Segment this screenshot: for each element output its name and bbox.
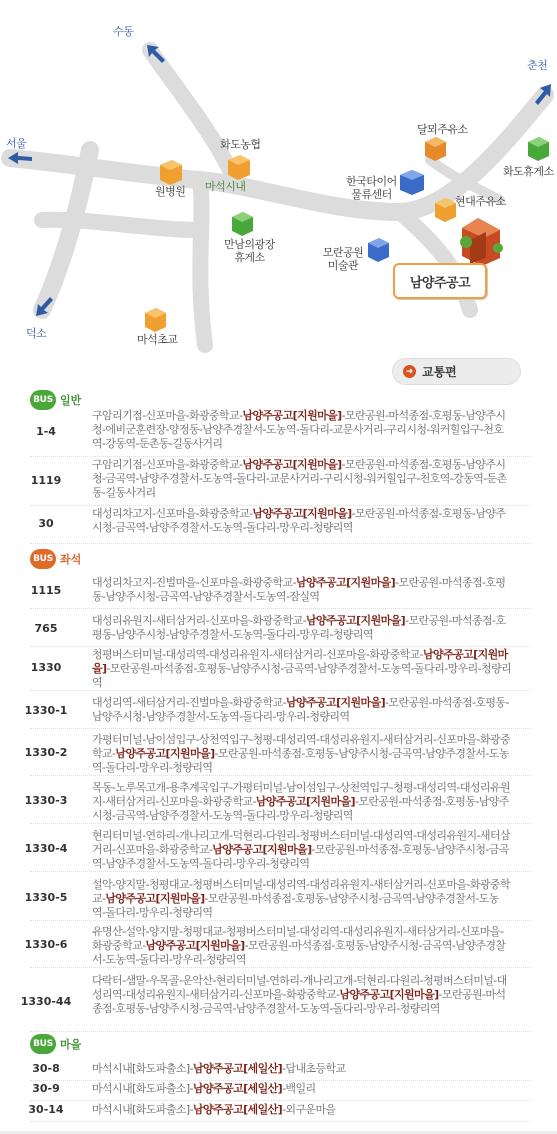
route-stops-before: 대성리차고지-신포마을-화광중학교- [92, 507, 253, 520]
route-stops-before: 구암리기점-신포마을-화광중학교- [92, 409, 243, 422]
route-stops [92, 458, 512, 500]
route-number: 1330-6 [24, 938, 68, 951]
route-divider [30, 967, 530, 968]
route-number: 1119 [30, 473, 62, 487]
route-stops-after: -모란공원-마석종점-호평동-남양주시청-에비군훈련장-양정동-남양주경찰서-도농역-돌다리-교문사거리-구리시청-워커힐입구-천호역-강동역-둔촌동-길동사거리 [92, 409, 506, 450]
section-seat [30, 549, 81, 569]
bus-badge-icon: BUS [30, 390, 56, 410]
route-stop-school: 남양주공고[지원마을] [255, 795, 355, 808]
route-row [0, 576, 557, 604]
route-stops-after: -모란공원-마석종점-호평동-남양주시청-금곡역-남양주경찰서-도농역-돌다리-망우리-청량리역 [92, 939, 506, 966]
route-stops-after: -모란공원-마석종점-호평동-남양주시청-금곡역-남양주경찰서-도농역-돌다리-망우리-청량리역 [92, 843, 509, 870]
route-row [0, 925, 557, 967]
hyundai-gas-building-icon [435, 198, 456, 222]
route-row [0, 458, 557, 500]
route-stops [92, 925, 512, 967]
section-title-village: 마을 [60, 1038, 82, 1051]
route-divider [30, 1031, 530, 1032]
route-divider [30, 456, 530, 457]
hwado-rest-building-icon [528, 137, 549, 161]
route-row [0, 878, 557, 920]
route-stops [92, 733, 512, 775]
route-stops [92, 614, 512, 642]
label-maseok-sinae: 마석시내 [205, 180, 246, 193]
route-stops-after: -답내초등학교 [282, 1062, 346, 1075]
transit-button-label: 교통편 [422, 365, 457, 379]
section-title-general: 일반 [60, 394, 82, 407]
route-stops-after: -모란공원-마석종점-호평동-남양주시청-금곡역-남양주경찰서-도농역-돌다리-망우리-청량리역 [92, 892, 499, 919]
route-number: 1330-4 [24, 842, 68, 855]
label-mannam [222, 238, 277, 264]
route-stops-before: 다락터-샘말-우목골-운악산-현리터미널-연하리-개나리고개-덕현리-다원리-청평버스터미널-대성리역-대성리유원지-새터삼거리-신포마을-화광중학교- [92, 974, 507, 1001]
route-number: 30-9 [32, 1082, 60, 1095]
route-stops [92, 409, 512, 451]
route-stops-before: 가평터미널-남이섬입구-상천역입구-청평-대성리역-대성리유원지-새터삼거리-신포마을-화광중학교- [92, 733, 510, 760]
label-hwado-rest: 화도휴게소 [503, 165, 554, 178]
route-number: 1330-5 [24, 891, 68, 904]
bus-badge-icon: BUS [30, 549, 56, 569]
route-row [0, 696, 557, 724]
hwado-nonghyup-building-icon [228, 155, 250, 180]
route-stops [92, 781, 512, 823]
label-dalmoe-gas: 달뫼주유소 [417, 123, 468, 136]
route-stops-before: 마석시내[화도파출소]- [92, 1062, 193, 1075]
route-stop-school: 남양주공고[지원마을] [145, 939, 245, 952]
route-stops-after: -백일리 [282, 1082, 316, 1095]
route-stops [92, 974, 512, 1016]
hankook-tire-building-icon [400, 170, 424, 195]
route-stop-school: 남양주공고[지원마을] [212, 843, 312, 856]
route-stops-before: 마석시내[화도파출소]- [92, 1082, 193, 1095]
dalmoe-gas-building-icon [425, 137, 446, 161]
route-divider [30, 775, 530, 776]
label-hankook-tire [344, 175, 399, 201]
route-stop-school: 남양주공고[지원마을] [295, 576, 396, 589]
route-stops [92, 1082, 512, 1096]
route-stops-after: -모란공원-마석종점-호평동-남양주시청-금곡역-남양주경찰서-도농역-돌다리-망우리-청량리역 [92, 747, 509, 774]
route-row [0, 409, 557, 451]
route-stop-school: 남양주공고[지원마을] [242, 458, 342, 471]
route-stop-school: 남양주공고[지원마을] [92, 648, 508, 675]
route-stop-school: 남양주공고[지원마을] [242, 409, 342, 422]
route-stops [92, 1062, 512, 1076]
label-mannam-line2: 휴게소 [234, 251, 265, 264]
route-row [0, 648, 557, 690]
route-stops [92, 829, 512, 871]
route-divider [30, 505, 530, 506]
route-row [0, 614, 557, 642]
route-stop-school: 남양주공고[지원마을] [339, 988, 439, 1001]
location-map [0, 0, 557, 360]
route-stops [92, 648, 512, 690]
route-stop-school: 남양주공고[세일산] [193, 1103, 283, 1116]
label-moran-line2: 미술관 [327, 259, 359, 272]
section-village [30, 1034, 81, 1054]
school-destination-label: 남양주공고 [393, 263, 487, 299]
label-moran-line1: 모란공원 [322, 246, 364, 259]
direction-chuncheon: 춘천 [527, 59, 548, 72]
moran-building-icon [368, 238, 389, 262]
route-stops-after: -모란공원-마석종점-호평동-남양주시청-금곡역-남양주경찰서-도농역-돌다리-망우리-청량리역 [92, 795, 509, 822]
route-stops-before: 구암리기점-신포마을-화광중학교- [92, 458, 243, 471]
route-divider [30, 871, 530, 872]
route-number: 30-8 [32, 1062, 60, 1075]
route-row [0, 781, 557, 823]
route-stop-school: 남양주공고[지원마을] [306, 614, 406, 627]
route-number: 30-14 [28, 1103, 64, 1116]
route-row [0, 829, 557, 871]
route-divider [30, 690, 530, 691]
route-stops-after: -모란공원-마석종점-호평동-남양주시청-금곡역-남양주경찰서-도농역-돌다리-망우리-청량리역 [92, 662, 512, 689]
route-row [0, 1082, 557, 1096]
route-row [0, 1062, 557, 1076]
road-map-svg [0, 0, 557, 360]
route-divider [30, 1100, 530, 1101]
route-number: 1330 [30, 661, 62, 674]
route-stops-after: -모란공원-마석종점-호평동-남양주시청-남양주경찰서-도농역-돌다리-망우리-청량리역 [92, 614, 506, 641]
transit-button[interactable] [392, 358, 521, 385]
route-number: 1330-3 [24, 794, 68, 807]
route-stop-school: 남양주공고[지원마을] [252, 507, 352, 520]
label-mannam-line1: 만남의광장 [224, 238, 275, 251]
route-stops-after: -모란공원-마석종점-호평동-남양주시청-금곡역-남양주경찰서-도농역-돌다리-망우리-청량리역 [92, 988, 506, 1015]
wonbyeongwon-building-icon [160, 160, 182, 185]
maseok-elem-building-icon [145, 308, 166, 332]
route-number: 30 [38, 517, 54, 530]
route-stops [92, 507, 512, 535]
label-maseok-elem: 마석초교 [137, 333, 178, 346]
label-wonbyeongwon: 원병원 [155, 185, 186, 198]
route-divider [30, 1121, 530, 1122]
route-row [0, 974, 557, 1016]
label-hwado-nonghyup: 화도농협 [220, 138, 261, 151]
route-stops-after: -모란공원-마석종점-호평동-남양주시청-남양주경찰서-도농역-돌다리-망우리-청량리역 [92, 696, 509, 723]
route-number: 765 [34, 622, 58, 635]
route-stops-after: -모란공원-마석종점-호평동-남양주시청-금곡역-남양주경찰서-도농역-돌다리-교문사거리-구리시청-워커힐입구-천호역-강동역-둔촌동-길동사거리 [92, 458, 507, 499]
route-row [0, 733, 557, 775]
route-stops-before: 대성리차고지-진벌마을-신포마을-화광중학교- [92, 576, 296, 589]
route-stops [92, 696, 512, 724]
route-number: 1330-44 [20, 994, 72, 1008]
route-number: 1115 [30, 584, 62, 597]
route-stops-before: 대성리역-새터삼거리-진벌마을-화광중학교- [92, 696, 286, 709]
route-stops-before: 유명산-설악-양지말-청평대교-청평버스터미널-대성리역-대성리유원지-새터삼거리-신포마을-화광중학교- [92, 925, 504, 952]
route-divider [30, 728, 530, 729]
route-stop-school: 남양주공고[지원마을] [285, 696, 386, 709]
route-stops-after: -외구운마을 [282, 1103, 336, 1116]
route-divider [30, 646, 530, 647]
label-hankook-tire-line1: 한국타이어 [346, 175, 397, 188]
route-stops [92, 576, 512, 604]
direction-sudong: 수동 [113, 25, 134, 38]
route-stop-school: 남양주공고[세일산] [193, 1082, 283, 1095]
route-number: 1-4 [36, 424, 56, 438]
direction-deokso: 덕소 [26, 327, 47, 340]
route-stops-before: 목동-노루목고개-용추계곡입구-가평터미널-남이섬입구-상천역입구-청평-대성리역-대성리유원지-새터삼거리-신포마을-화광중학교- [92, 781, 510, 808]
section-title-seat: 좌석 [60, 553, 82, 566]
route-divider [30, 1080, 530, 1081]
arrow-circle-icon: ➜ [403, 365, 416, 378]
route-stop-school: 남양주공고[세일산] [193, 1062, 283, 1075]
route-stops-before: 대성리유원지-새터삼거리-신포마을-화광중학교- [92, 614, 306, 627]
route-stop-school: 남양주공고[지원마을] [115, 747, 215, 760]
route-divider [30, 608, 530, 609]
route-stops [92, 1103, 512, 1117]
bus-badge-icon: BUS [30, 1034, 56, 1054]
route-stops-before: 마석시내[화도파출소]- [92, 1103, 193, 1116]
route-stops-after: -모란공원-마석종점-호평동-남양주시청-금곡역-남양주경찰서-도농역-잠실역 [92, 576, 506, 603]
route-divider [30, 823, 530, 824]
route-stops-after: -모란공원-마석종점-호평동-남양주시청-금곡역-남양주경찰서-도농역-돌다리-망우리-청량리역 [92, 507, 506, 534]
direction-seoul: 서울 [6, 137, 27, 150]
label-hyundai-gas: 현대주유소 [455, 195, 506, 208]
route-stops-before: 설악-양지말-청평대교-청평버스터미널-대성리역-대성리유원지-새터삼거리-신포마을-화광중학교- [92, 878, 510, 905]
route-stops [92, 878, 512, 920]
route-divider [30, 920, 530, 921]
section-general [30, 390, 81, 410]
label-moran [318, 246, 368, 272]
route-row [0, 507, 557, 535]
mannam-building-icon [232, 212, 253, 236]
route-number: 1330-2 [24, 746, 68, 759]
route-number: 1330-1 [24, 704, 68, 717]
route-row [0, 1103, 557, 1117]
route-stops-before: 청평버스터미널-대성리역-대성리유원지-새터삼거리-신포마을-화광중학교- [92, 648, 424, 661]
route-stop-school: 남양주공고[지원마을] [105, 892, 205, 905]
label-hankook-tire-line2: 물류센터 [351, 188, 392, 201]
route-stops-before: 현리터미널-연하리-개나리고개-덕현리-다원리-청평버스터미널-대성리역-대성리유원지-새터삼거리-신포마을-화광중학교- [92, 829, 510, 856]
route-divider [30, 543, 530, 544]
